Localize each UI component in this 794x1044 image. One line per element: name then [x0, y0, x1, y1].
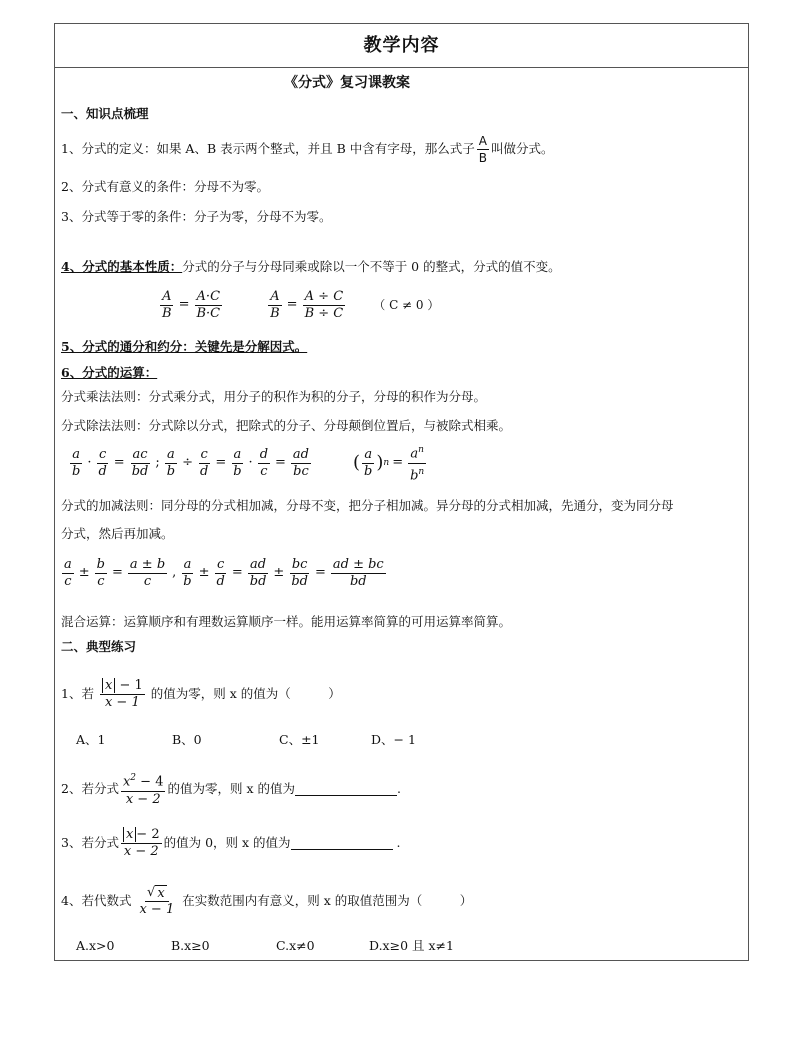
- num-tail: − 4: [136, 774, 164, 790]
- frac-den: c: [260, 463, 268, 479]
- frac-den: bd: [131, 463, 149, 479]
- frac-den: b: [364, 463, 373, 479]
- frac-num: A: [270, 288, 280, 304]
- k4-heading: 4、分式的基本性质：: [61, 259, 183, 274]
- frac-num: ad: [292, 446, 309, 462]
- formula-fraction: [291, 447, 311, 480]
- frac-num: [121, 770, 166, 791]
- frac-num: b: [96, 556, 105, 572]
- base-b: b: [410, 467, 419, 483]
- q1-option-b: B、0: [172, 732, 202, 747]
- exp-n: n: [418, 466, 425, 477]
- abs-value: x: [102, 678, 115, 693]
- q3-period: .: [396, 835, 401, 850]
- frac-den: x − 2: [123, 843, 159, 859]
- frac-num: [408, 442, 426, 463]
- frac-num: d: [259, 446, 269, 462]
- addition-rule-line-1: 分式的加减法则：同分母的分式相加减，分母不变，把分子相加减。异分母的分式相加减，先通分，变为同分母: [61, 498, 674, 513]
- num-exp: 2: [130, 773, 137, 784]
- num-var: x: [122, 774, 131, 790]
- frac-num: [145, 885, 169, 902]
- frac-num: a: [64, 556, 72, 572]
- frac-num: c: [200, 446, 208, 462]
- knowledge-item-5: 5、分式的通分和约分：关键先是分解因式。: [61, 339, 308, 354]
- base-a: a: [410, 446, 419, 462]
- q4-prefix: 4、若代数式: [61, 893, 132, 908]
- division-rule: 分式除法法则：分式除以分式，把除式的分子、分母颠倒位置后，与被除式相乘。: [61, 418, 512, 433]
- q3-text: 的值为 0，则 x 的值为: [163, 835, 291, 850]
- q3-answer-blank[interactable]: [291, 837, 393, 850]
- q4-option-b: B.x≥0: [171, 938, 210, 953]
- formula-fraction: [96, 447, 108, 480]
- frac-num: A: [162, 288, 172, 304]
- formula-fraction: [268, 289, 282, 322]
- frac-num: ac: [132, 446, 148, 462]
- frac-num: a: [364, 446, 373, 462]
- frac-num: bc: [291, 556, 308, 572]
- frac-den: b: [166, 463, 176, 479]
- q2-fraction: [121, 770, 166, 807]
- frac-num: a: [167, 446, 175, 462]
- section-heading-practice: 二、典型练习: [61, 639, 137, 654]
- formula-fraction: [303, 289, 346, 322]
- muldiv-formula: $\frac{a}{b}$ · $\frac{c}{d}$ = $\frac{ac}{bd}$ ; $\frac{a}{b}$ ÷ $\frac{c}{d}$ = $\frac{a}{b}$ · $\frac{d}{c}$ = $\frac{ad}{bc}$ ( $\frac{a}{b}$ ) n = $\frac{a^n}{b^n}$: [68, 440, 428, 486]
- addsub-formula: $\frac{a}{c}$ ± $\frac{b}{c}$ = $\frac{a \pm b}{c}$ , $\frac{a}{b}$ ± $\frac{c}{d}$ = $\frac{ad}{bd}$ ± $\frac{bc}{bd}$ = $\frac{ad \pm bc}{bd}$: [64, 556, 384, 589]
- q2-prefix: 2、若分式: [61, 781, 119, 796]
- num-tail: − 1: [119, 677, 143, 693]
- exp-n: n: [418, 445, 424, 456]
- formula-fraction: [231, 447, 243, 480]
- frac-den: B·C: [196, 305, 221, 321]
- page-title: 教学内容: [55, 24, 748, 68]
- frac-den: B ÷ C: [304, 305, 344, 321]
- q2-text: 的值为零，则 x 的值为: [167, 781, 295, 796]
- formula-fraction: [130, 447, 151, 480]
- addition-rule-line-2: 分式，然后再加减。: [61, 526, 174, 541]
- sqrt-symbol: √ x: [147, 884, 165, 901]
- frac-den: bd: [249, 573, 267, 589]
- q1-option-c: C、±1: [279, 732, 320, 747]
- frac-num: A ÷ C: [304, 288, 344, 304]
- frac-num: a: [183, 556, 192, 572]
- knowledge-item-2: 2、分式有意义的条件：分母不为零。: [61, 179, 269, 194]
- power-result: [408, 442, 426, 484]
- question-3: [61, 820, 401, 866]
- frac-num: A·C: [196, 288, 221, 304]
- frac-den: B: [270, 305, 280, 321]
- basic-property-formula: $\frac{A}{B}$ = $\frac{A\cdot C}{B\cdot C}$ $\frac{A}{B}$ = $\frac{A \div C}{B \div C}$ （ C ≠ 0 ）: [162, 288, 440, 321]
- frac-num: a: [233, 446, 242, 462]
- formula-fraction: [289, 557, 310, 590]
- knowledge-item-6: 6、分式的运算：: [61, 365, 158, 380]
- knowledge-item-1: [61, 130, 554, 168]
- frac-den: c: [64, 573, 72, 589]
- power-exponent: n: [383, 458, 390, 468]
- section-heading-knowledge: 一、知识点梳理: [61, 106, 149, 121]
- q3-fraction: [121, 827, 162, 860]
- abs-value: x: [123, 827, 136, 842]
- frac-num: ad ± bc: [332, 556, 384, 572]
- q4-option-d: D.x≥0 且 x≠1: [369, 938, 454, 953]
- frac-den: x − 2: [125, 791, 161, 807]
- frac-den: b: [72, 463, 81, 479]
- plus-minus: ±: [273, 565, 285, 580]
- k4-body: 分式的分子与分母同乘或除以一个不等于 0 的整式，分式的值不变。: [182, 259, 561, 274]
- radicand: x: [157, 885, 165, 901]
- q1-text: 的值为零，则 x 的值为（ ）: [150, 686, 341, 701]
- frac-den: bc: [293, 463, 309, 479]
- q4-text: 在实数范围内有意义，则 x 的取值范围为（ ）: [182, 893, 473, 908]
- formula-condition: （ C ≠ 0 ）: [373, 298, 440, 312]
- frac-den: d: [199, 463, 209, 479]
- knowledge-item-3: 3、分式等于零的条件：分子为零，分母不为零。: [61, 209, 332, 224]
- q4-option-c: C.x≠0: [276, 938, 315, 953]
- q1-options: [76, 732, 416, 748]
- formula-fraction: [160, 289, 174, 322]
- frac-num: a: [72, 446, 81, 462]
- formula-fraction: [198, 447, 210, 480]
- question-4: [61, 877, 472, 925]
- frac-num: [100, 678, 145, 695]
- formula-fraction: [215, 557, 227, 590]
- k1-text-end: 叫做分式。: [490, 141, 554, 156]
- frac-den: b: [233, 463, 242, 479]
- k1-denominator: B: [478, 150, 487, 165]
- frac-den: x − 1: [139, 901, 175, 917]
- formula-fraction: [70, 447, 82, 480]
- formula-fraction: [95, 557, 107, 590]
- formula-fraction: [331, 557, 386, 590]
- formula-fraction: [258, 447, 270, 480]
- frac-den: c: [143, 573, 152, 589]
- frac-den: b: [183, 573, 192, 589]
- frac-den: B: [162, 305, 172, 321]
- frac-num: c: [98, 446, 107, 462]
- frac-den: bd: [291, 573, 308, 589]
- formula-fraction: [194, 289, 222, 322]
- q4-options: [76, 938, 454, 954]
- frac-den: c: [97, 573, 105, 589]
- q1-option-a: A、1: [76, 732, 106, 747]
- power-fraction: [362, 447, 374, 480]
- num-tail: − 2: [136, 826, 160, 842]
- question-1: [61, 671, 341, 717]
- q1-option-d: D、− 1: [371, 732, 416, 747]
- frac-num: ad: [250, 556, 267, 572]
- frac-den: [408, 464, 426, 484]
- q1-prefix: 1、若: [61, 686, 94, 701]
- k1-numerator: A: [478, 133, 487, 148]
- q2-answer-blank[interactable]: [295, 783, 397, 796]
- q4-fraction: [137, 885, 176, 918]
- lesson-title: 《分式》复习课教案: [284, 75, 410, 91]
- frac-den: d: [98, 463, 107, 479]
- plus-minus: ±: [198, 565, 210, 580]
- frac-num: [121, 827, 162, 844]
- k1-text: 1、分式的定义：如果 A、B 表示两个整式，并且 B 中含有字母，那么式子: [61, 141, 475, 156]
- k1-fraction: [477, 133, 489, 166]
- formula-fraction: [128, 557, 167, 590]
- frac-num: a ± b: [129, 556, 166, 572]
- question-2: [61, 766, 401, 812]
- formula-fraction: [165, 447, 177, 480]
- knowledge-item-4: [61, 259, 561, 275]
- multiplication-rule: 分式乘法法则：分式乘分式，用分子的积作为积的分子，分母的积作为分母。: [61, 389, 487, 404]
- q4-option-a: A.x>0: [76, 938, 115, 953]
- q3-prefix: 3、若分式: [61, 835, 119, 850]
- q2-period: .: [396, 781, 401, 796]
- formula-fraction: [181, 557, 193, 590]
- frac-den: x − 1: [104, 694, 140, 710]
- formula-fraction: [248, 557, 269, 590]
- frac-den: d: [216, 573, 225, 589]
- q1-fraction: [100, 678, 145, 711]
- formula-fraction: [62, 557, 74, 590]
- frac-den: bd: [349, 573, 367, 589]
- mixed-operations: 混合运算：运算顺序和有理数运算顺序一样。能用运算率简算的可用运算率简算。: [61, 614, 512, 629]
- frac-num: c: [217, 556, 225, 572]
- plus-minus: ±: [78, 565, 90, 580]
